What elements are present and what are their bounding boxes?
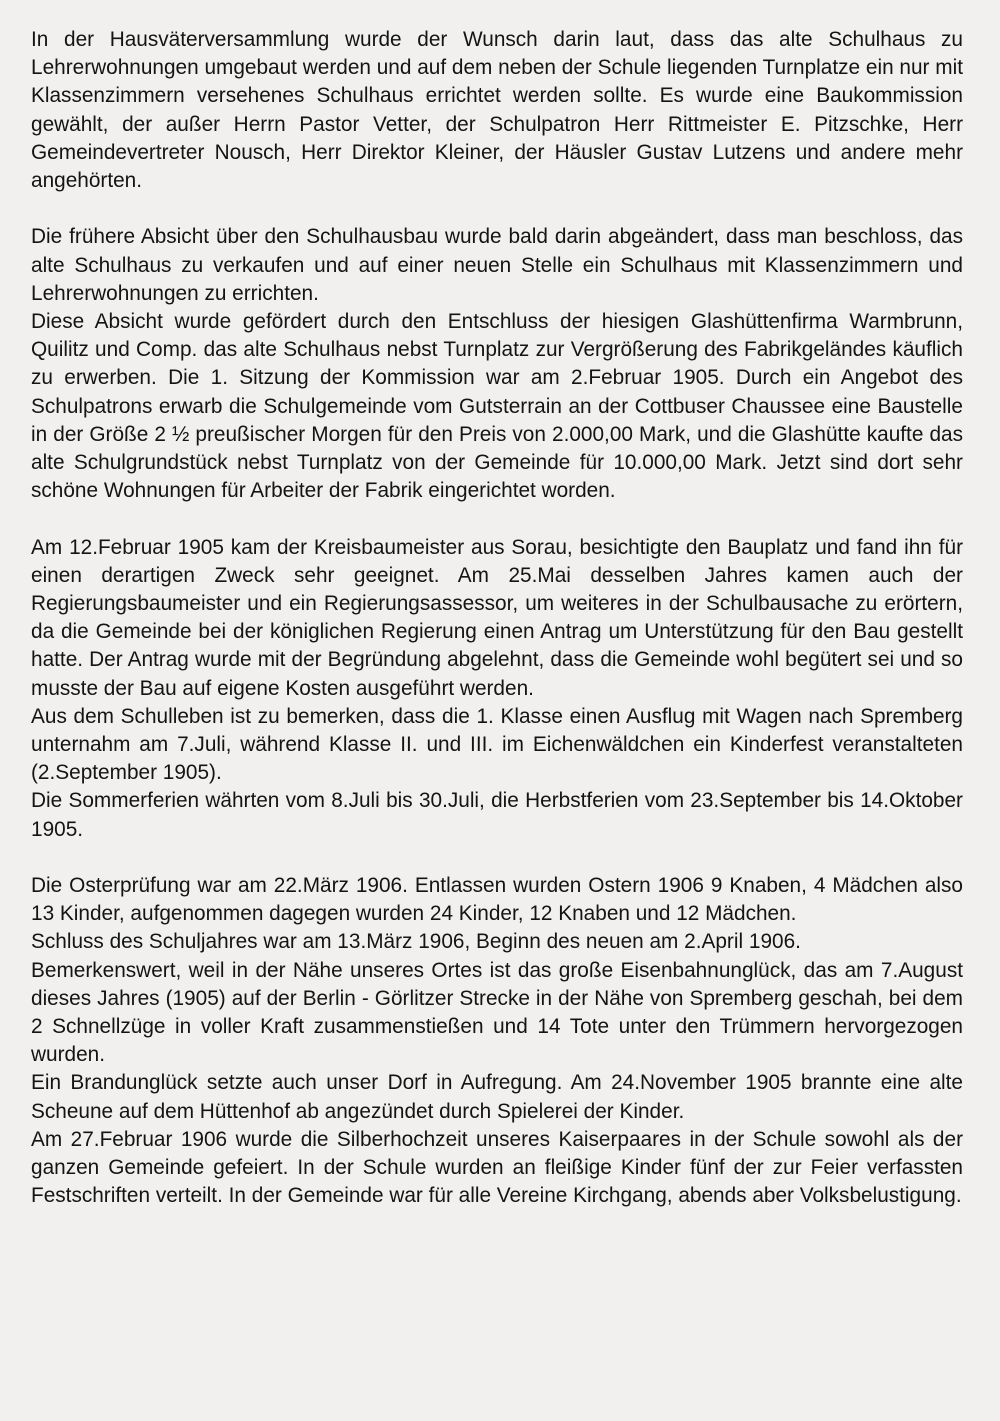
paragraph-glashuettenfirma: Diese Absicht wurde gefördert durch den Entschluss der hiesigen Glashüttenfirma Warmbrunn, Quilitz und Comp. das alte Schulhaus nebst Turnplatz zur Vergrößerung des Fabrikgeländes käuflich zu erwerben. Die 1. Sitzung der Kommission war am 2.Februar 1905. Durch ein Angebot des Schulpatrons erwarb die Schulgemeinde vom Gutsterrain an der Cottbuser Chaussee eine Baustelle in der Größe 2 ½ preußischer Morgen für den Preis von 2.000,00 Mark, und die Glashütte kaufte das alte Schulgrundstück nebst Turnplatz von der Gemeinde für 10.000,00 Mark. Jetzt sind dort sehr schöne Wohnungen für Arbeiter der Fabrik eingerichtet worden. [31, 310, 963, 503]
paragraph-schulhausbau: Die frühere Absicht über den Schulhausbau wurde bald darin abgeändert, dass man beschloss, das alte Schulhaus zu verkaufen und auf einer neuen Stelle ein Schulhaus mit Klassenzimmern und Lehrerwohnungen zu errichten. [31, 225, 963, 305]
paragraph-gap [31, 195, 963, 223]
paragraph-ferien: Die Sommerferien währten vom 8.Juli bis 30.Juli, die Herbstferien vom 23.September bis 14.Oktober 1905. [31, 789, 963, 841]
section-2 [31, 223, 963, 505]
section-1 [31, 26, 963, 195]
paragraph-silberhochzeit: Am 27.Februar 1906 wurde die Silberhochzeit unseres Kaiserpaares in der Schule sowohl als der ganzen Gemeinde gefeiert. In der Schule wurden an fleißige Kinder fünf der zur Feier verfassten Festschriften verteilt. In der Gemeinde war für alle Vereine Kirchgang, abends aber Volksbelustigung. [31, 1127, 963, 1208]
paragraph-eisenbahnunglueck: Bemerkenswert, weil in der Nähe unseres Ortes ist das große Eisenbahnunglück, das am 7.August dieses Jahres (1905) auf der Berlin - Görlitzer Strecke in der Nähe von Spremberg geschah, bei dem 2 Schnellzüge in voller Kraft zusammenstießen und 14 Tote unter den Trümmern hervorgezogen wurden. [31, 958, 963, 1067]
paragraph-osterpruefung: Die Osterprüfung war am 22.März 1906. Entlassen wurden Ostern 1906 9 Knaben, 4 Mädchen also 13 Kinder, aufgenommen dagegen wurden 24 Kinder, 12 Knaben und 12 Mädchen. [31, 874, 963, 926]
paragraph-baukommission: In der Hausväterversammlung wurde der Wunsch darin laut, dass das alte Schulhaus zu Lehrerwohnungen umgebaut werden und auf dem neben der Schule liegenden Turnplatze ein nur mit Klassenzimmern versehenes Schulhaus errichtet werden sollte. Es wurde eine Baukommission gewählt, der außer Herrn Pastor Vetter, der Schulpatron Herr Rittmeister E. Pitzschke, Herr Gemeindevertreter Nousch, Herr Direktor Kleiner, der Häusler Gustav Lutzens und andere mehr angehörten. [31, 28, 963, 193]
paragraph-gap [31, 844, 963, 872]
section-4 [31, 872, 963, 1210]
paragraph-brandunglueck: Ein Brandunglück setzte auch unser Dorf in Aufregung. Am 24.November 1905 brannte eine alte Scheune auf dem Hüttenhof ab angezündet durch Spielerei der Kinder. [31, 1071, 963, 1123]
document-body [31, 26, 963, 1210]
paragraph-kreisbaumeister: Am 12.Februar 1905 kam der Kreisbaumeister aus Sorau, besichtigte den Bauplatz und fand ihn für einen derartigen Zweck sehr geeignet. Am 25.Mai desselben Jahres kamen auch der Regierungsbaumeister und ein Regierungsassessor, um weiteres in der Schulbausache zu erörtern, da die Gemeinde bei der königlichen Regierung einen Antrag um Unterstützung für den Bau gestellt hatte. Der Antrag wurde mit der Begründung abgelehnt, dass die Gemeinde wohl begütert sei und so musste der Bau auf eigene Kosten ausgeführt werden. [31, 535, 963, 700]
paragraph-schulleben: Aus dem Schulleben ist zu bemerken, dass die 1. Klasse einen Ausflug mit Wagen nach Spremberg unternahm am 7.Juli, während Klasse II. und III. im Eichenwäldchen ein Kinderfest veranstalteten (2.September 1905). [31, 704, 963, 785]
paragraph-gap [31, 505, 963, 533]
paragraph-schuljahr: Schluss des Schuljahres war am 13.März 1906, Beginn des neuen am 2.April 1906. [31, 930, 801, 954]
section-3 [31, 534, 963, 844]
